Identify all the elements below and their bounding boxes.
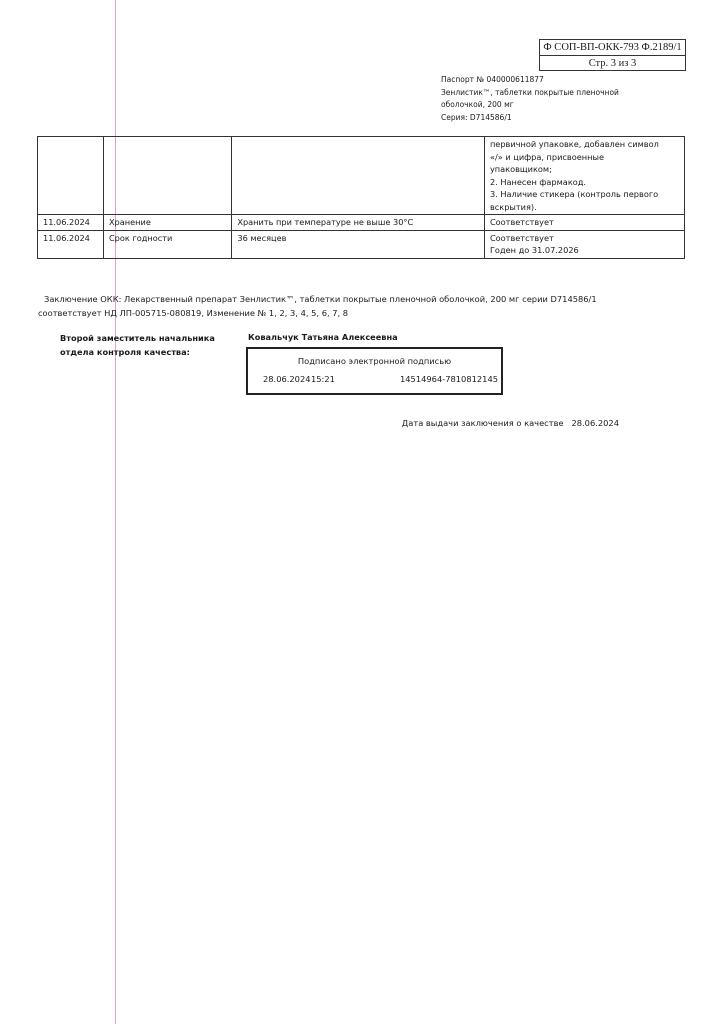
cell-param	[103, 137, 231, 215]
product-name-line1: Зенлистик™, таблетки покрытые пленочной	[441, 87, 619, 97]
conclusion-line2: соответствует НД ЛП-005715-080819, Изменение № 1, 2, 3, 4, 5, 6, 7, 8	[38, 308, 349, 318]
conclusion-line1: Заключение ОКК: Лекарственный препарат Зенлистик™, таблетки покрытые пленочной оболочкой, 200 мг серии D714586/1	[44, 294, 597, 304]
electronic-signature-stamp	[246, 347, 503, 395]
result-line: 2. Нанесен фармакод.	[489, 176, 587, 187]
cell-requirement: Хранить при температуре не выше 30°С	[232, 215, 485, 231]
esig-certificate: 14514964-7810812145	[400, 374, 499, 384]
esig-time: 15:21	[311, 374, 335, 384]
result-line: первичной упаковке, добавлен символ	[489, 139, 659, 149]
table-row-shelf-life	[38, 230, 685, 258]
issue-date-label: Дата выдачи заключения о качестве	[401, 418, 564, 428]
result-line: 3. Наличие стикера (контроль первого	[489, 189, 659, 199]
signer-name: Ковальчук Татьяна Алексеевна	[248, 332, 398, 342]
esig-date: 28.06.2024	[263, 374, 311, 384]
form-code-box	[539, 39, 686, 71]
cell-date	[38, 137, 104, 215]
cell-param: Хранение	[103, 215, 231, 231]
batch-number: Серия: D714586/1	[441, 112, 512, 122]
result-line: Соответствует	[489, 232, 554, 243]
cell-result: Соответствует	[484, 215, 684, 231]
conclusion	[38, 292, 678, 320]
signer-title	[60, 331, 215, 359]
product-name-line2: оболочкой, 200 мг	[441, 100, 514, 109]
result-line: вскрытия).	[489, 201, 537, 212]
signer-title-line2: отдела контроля качества:	[60, 347, 190, 357]
table-row-storage	[38, 215, 685, 231]
cell-requirement: 36 месяцев	[232, 230, 485, 258]
issue-date-value: 28.06.2024	[571, 418, 619, 428]
passport-number: Паспорт № 040000611877	[441, 75, 544, 84]
result-line: «/» и цифра, присвоенные	[489, 151, 605, 162]
issue-date-line	[402, 418, 619, 428]
esig-title: Подписано электронной подписью	[297, 356, 452, 366]
signer-title-line1: Второй заместитель начальника	[60, 333, 215, 343]
result-line: упаковщиком;	[489, 164, 552, 174]
results-table	[37, 136, 685, 259]
cell-date: 11.06.2024	[38, 215, 104, 231]
passport-header	[441, 74, 619, 124]
form-code: Ф СОП-ВП-ОКК-793 Ф.2189/1	[540, 40, 685, 56]
expiry-line: Годен до 31.07.2026	[489, 245, 579, 255]
cell-result	[484, 137, 684, 215]
cell-requirement	[232, 137, 485, 215]
cell-date: 11.06.2024	[38, 230, 104, 258]
table-row-continuation	[38, 137, 685, 215]
cell-result	[484, 230, 684, 258]
cell-param: Срок годности	[103, 230, 231, 258]
page-number: Стр. 3 из 3	[588, 58, 637, 69]
